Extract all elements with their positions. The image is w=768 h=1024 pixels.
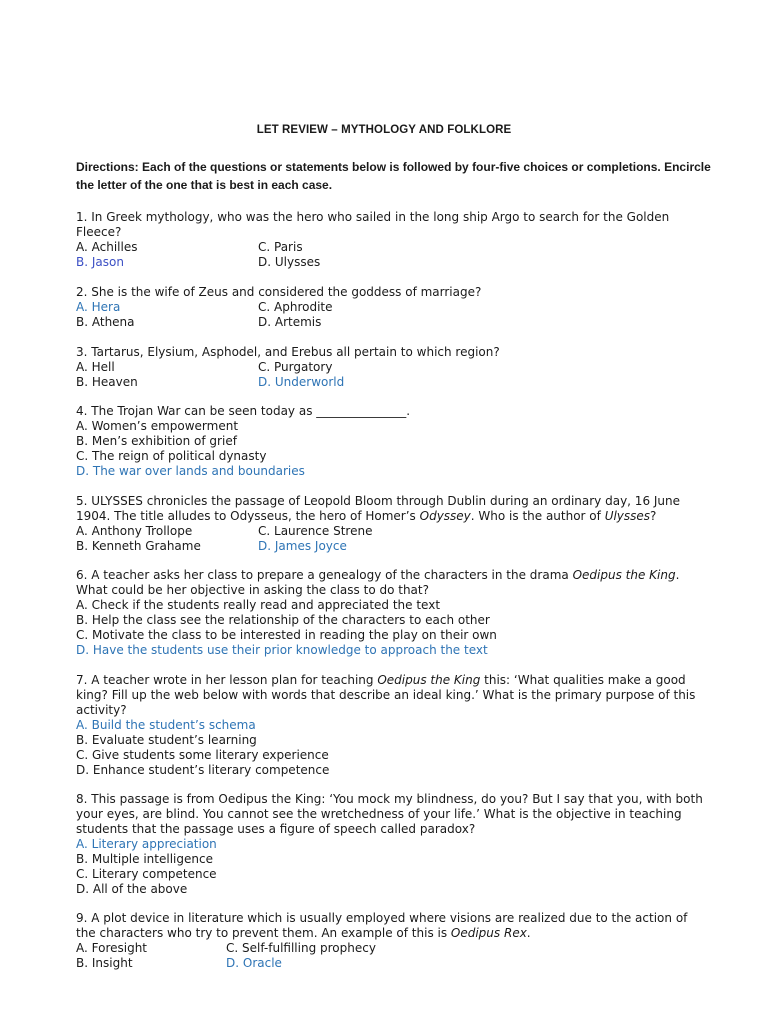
option-a-answer: A. Hera	[76, 300, 121, 314]
option-c: C. Give students some literary experience	[76, 748, 329, 762]
option-c: C. Purgatory	[258, 360, 333, 374]
question-stem: 2. She is the wife of Zeus and considered the goddess of marriage?	[76, 285, 482, 299]
option-b: B. Insight	[76, 956, 133, 970]
option-c: C. Paris	[258, 240, 303, 254]
option-b: B. Kenneth Grahame	[76, 539, 201, 553]
option-a: A. Check if the students really read and appreciated the text	[76, 598, 441, 612]
option-a-answer: A. Literary appreciation	[76, 837, 217, 851]
question-stem: 1. In Greek mythology, who was the hero who sailed in the long ship Argo to search for the Golden Fleece?	[76, 210, 670, 239]
question-4	[76, 404, 706, 479]
option-b-answer: B. Jason	[76, 255, 124, 269]
option-d-answer: D. Underworld	[258, 375, 345, 389]
option-a: A. Women’s empowerment	[76, 419, 239, 433]
option-c: C. Self-fulfilling prophecy	[226, 941, 376, 955]
question-stem: 7. A teacher wrote in her lesson plan for teaching Oedipus the King this: ‘What qualities make a good king? Fill up the web below with words that describe an ideal king.’ What is the primary purpose of this activity?	[76, 673, 696, 717]
option-c: C. The reign of political dynasty	[76, 449, 267, 463]
option-c: C. Motivate the class to be interested in reading the play on their own	[76, 628, 497, 642]
option-a: A. Hell	[76, 360, 115, 374]
option-a: A. Achilles	[76, 240, 138, 254]
question-3	[76, 345, 706, 390]
option-d-answer: D. Oracle	[226, 956, 282, 970]
option-c: C. Aphrodite	[258, 300, 333, 314]
option-d: D. Enhance student’s literary competence	[76, 763, 330, 777]
option-d: D. Artemis	[258, 315, 322, 329]
option-d-answer: D. Have the students use their prior knowledge to approach the text	[76, 643, 488, 657]
option-b: B. Athena	[76, 315, 135, 329]
question-stem: 9. A plot device in literature which is usually employed where visions are realized due to the action of the characters who try to prevent them. An example of this is Oedipus Rex.	[76, 911, 688, 940]
option-b: B. Evaluate student’s learning	[76, 733, 257, 747]
page-title: LET REVIEW – MYTHOLOGY AND FOLKLORE	[256, 124, 512, 136]
question-stem: 5. ULYSSES chronicles the passage of Leopold Bloom through Dublin during an ordinary day, 16 June 1904. The title alludes to Odysseus, the hero of Homer’s Odyssey. Who is the author of Ulysses?	[76, 494, 681, 523]
option-c: C. Laurence Strene	[258, 524, 373, 538]
option-c: C. Literary competence	[76, 867, 217, 881]
option-d-answer: D. The war over lands and boundaries	[76, 464, 305, 478]
directions-text: Directions: Each of the questions or statements below is followed by four-five choices or completions. Encircle the letter of the one that is best in each case.	[76, 160, 711, 192]
question-1	[76, 210, 706, 270]
question-stem: 8. This passage is from Oedipus the King: ‘You mock my blindness, do you? But I say that you, with both your eyes, are blind. You cannot see the wretchedness of your life.’ What is the objective in teaching students that the passage uses a figure of speech called paradox?	[76, 792, 703, 836]
question-7	[76, 673, 706, 778]
option-b: B. Heaven	[76, 375, 138, 389]
option-a-answer: A. Build the student’s schema	[76, 718, 256, 732]
option-b: B. Help the class see the relationship of the characters to each other	[76, 613, 490, 627]
option-d: D. Ulysses	[258, 255, 321, 269]
option-b: B. Multiple intelligence	[76, 852, 213, 866]
question-5	[76, 494, 706, 554]
option-a: A. Foresight	[76, 941, 148, 955]
question-2	[76, 285, 706, 330]
question-6	[76, 568, 706, 658]
question-stem: 6. A teacher asks her class to prepare a genealogy of the characters in the drama Oedipus the King. What could be her objective in asking the class to do that?	[76, 568, 680, 597]
question-stem: 3. Tartarus, Elysium, Asphodel, and Erebus all pertain to which region?	[76, 345, 500, 359]
question-stem: 4. The Trojan War can be seen today as _______________.	[76, 404, 411, 418]
question-9	[76, 911, 706, 971]
option-d: D. All of the above	[76, 882, 188, 896]
question-8	[76, 792, 706, 897]
option-a: A. Anthony Trollope	[76, 524, 193, 538]
option-d-answer: D. James Joyce	[258, 539, 347, 553]
option-b: B. Men’s exhibition of grief	[76, 434, 237, 448]
